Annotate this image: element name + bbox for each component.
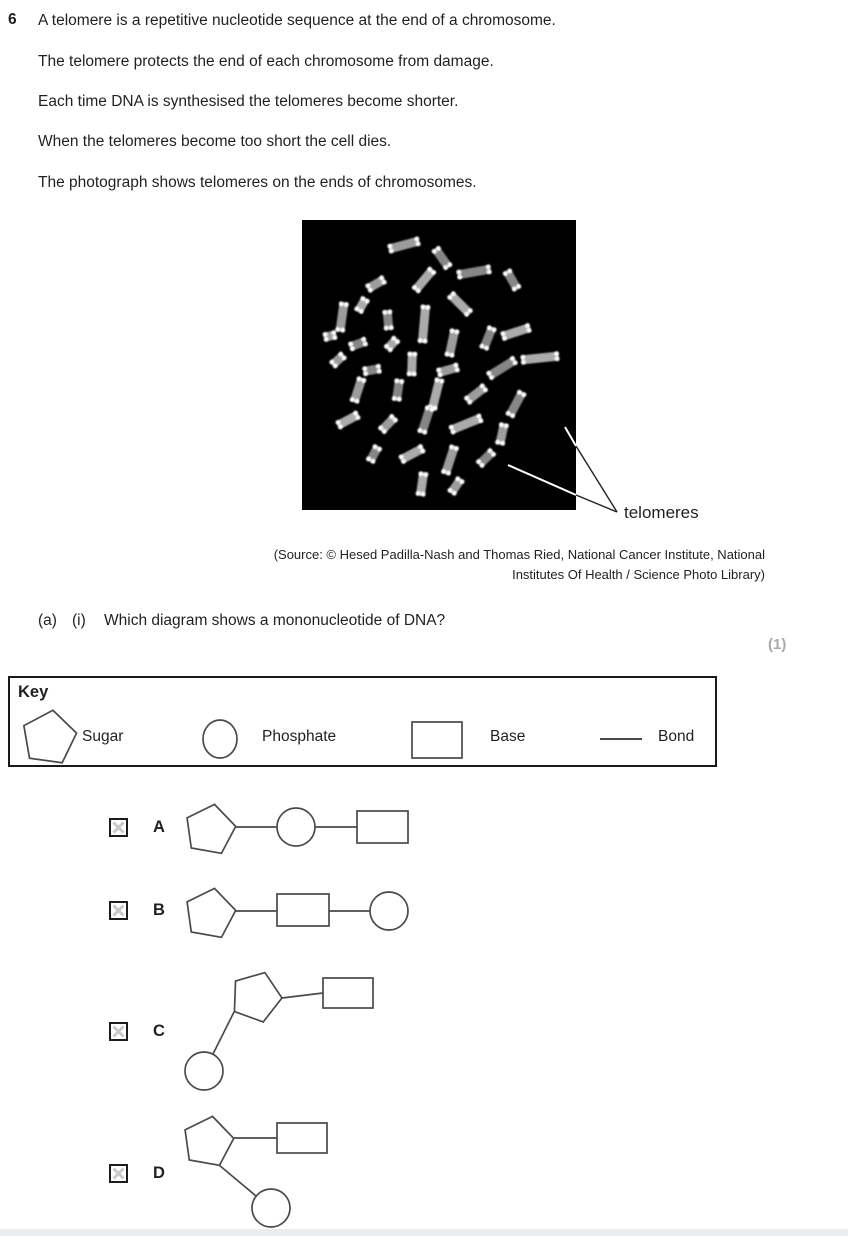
question-part: (a) <box>38 612 57 629</box>
photo-source <box>100 545 765 585</box>
annotation-lines <box>302 220 732 532</box>
option-c-diagram <box>180 966 380 1096</box>
option-letter-d: D <box>153 1164 165 1182</box>
phosphate-circle-icon <box>200 718 240 760</box>
intro-line-2: The telomere protects the end of each chromosome from damage. <box>38 53 494 70</box>
marks-badge: (1) <box>768 636 787 653</box>
key-label-base: Base <box>490 728 526 745</box>
photo-source-line-2: Institutes Of Health / Science Photo Library) <box>512 567 765 582</box>
key-label-bond: Bond <box>658 728 695 745</box>
base-rectangle <box>277 894 329 926</box>
cross-icon <box>111 1024 126 1039</box>
answer-box-c[interactable] <box>109 1022 128 1041</box>
intro-line-5: The photograph shows telomeres on the ends of chromosomes. <box>38 174 477 191</box>
telomeres-label: telomeres <box>624 503 699 522</box>
sugar-pentagon <box>180 1112 237 1167</box>
sugar-pentagon <box>183 884 239 939</box>
page-edge-band <box>0 1229 848 1236</box>
sugar-pentagon <box>183 800 239 855</box>
option-d-diagram <box>180 1110 340 1232</box>
key-label-phosphate: Phosphate <box>262 728 337 745</box>
intro-line-3: Each time DNA is synthesised the telomeres become shorter. <box>38 93 459 110</box>
photo-source-line-1: (Source: © Hesed Padilla-Nash and Thomas Ried, National Cancer Institute, National <box>273 547 765 562</box>
cross-icon <box>111 1166 126 1181</box>
answer-box-a[interactable] <box>109 818 128 837</box>
option-a-diagram <box>183 800 413 862</box>
answer-box-b[interactable] <box>109 901 128 920</box>
question-subpart: (i) <box>72 612 86 629</box>
sugar-pentagon-icon <box>18 708 80 766</box>
sugar-pentagon <box>226 966 288 1025</box>
intro-line-4: When the telomeres become too short the cell dies. <box>38 133 392 150</box>
option-letter-b: B <box>153 901 165 919</box>
cross-icon <box>111 903 126 918</box>
answer-box-d[interactable] <box>109 1164 128 1183</box>
question-text: Which diagram shows a mononucleotide of DNA? <box>104 612 446 629</box>
base-rectangle <box>357 811 408 843</box>
phosphate-circle <box>277 808 315 846</box>
phosphate-circle <box>252 1189 290 1227</box>
option-b-diagram <box>183 884 413 946</box>
phosphate-circle <box>370 892 408 930</box>
phosphate-circle <box>185 1052 223 1090</box>
key-box <box>8 676 717 767</box>
base-rectangle <box>277 1123 327 1153</box>
cross-icon <box>111 820 126 835</box>
base-rectangle <box>323 978 373 1008</box>
intro-line-1: A telomere is a repetitive nucleotide sequence at the end of a chromosome. <box>38 12 556 29</box>
option-letter-a: A <box>153 818 165 836</box>
question-number: 6 <box>8 11 17 28</box>
key-label-sugar: Sugar <box>82 728 124 745</box>
chromosome-photo-figure <box>302 220 732 532</box>
bond-line-icon <box>600 738 642 740</box>
option-letter-c: C <box>153 1022 165 1040</box>
base-rectangle-icon <box>410 720 466 762</box>
key-title: Key <box>18 683 49 701</box>
